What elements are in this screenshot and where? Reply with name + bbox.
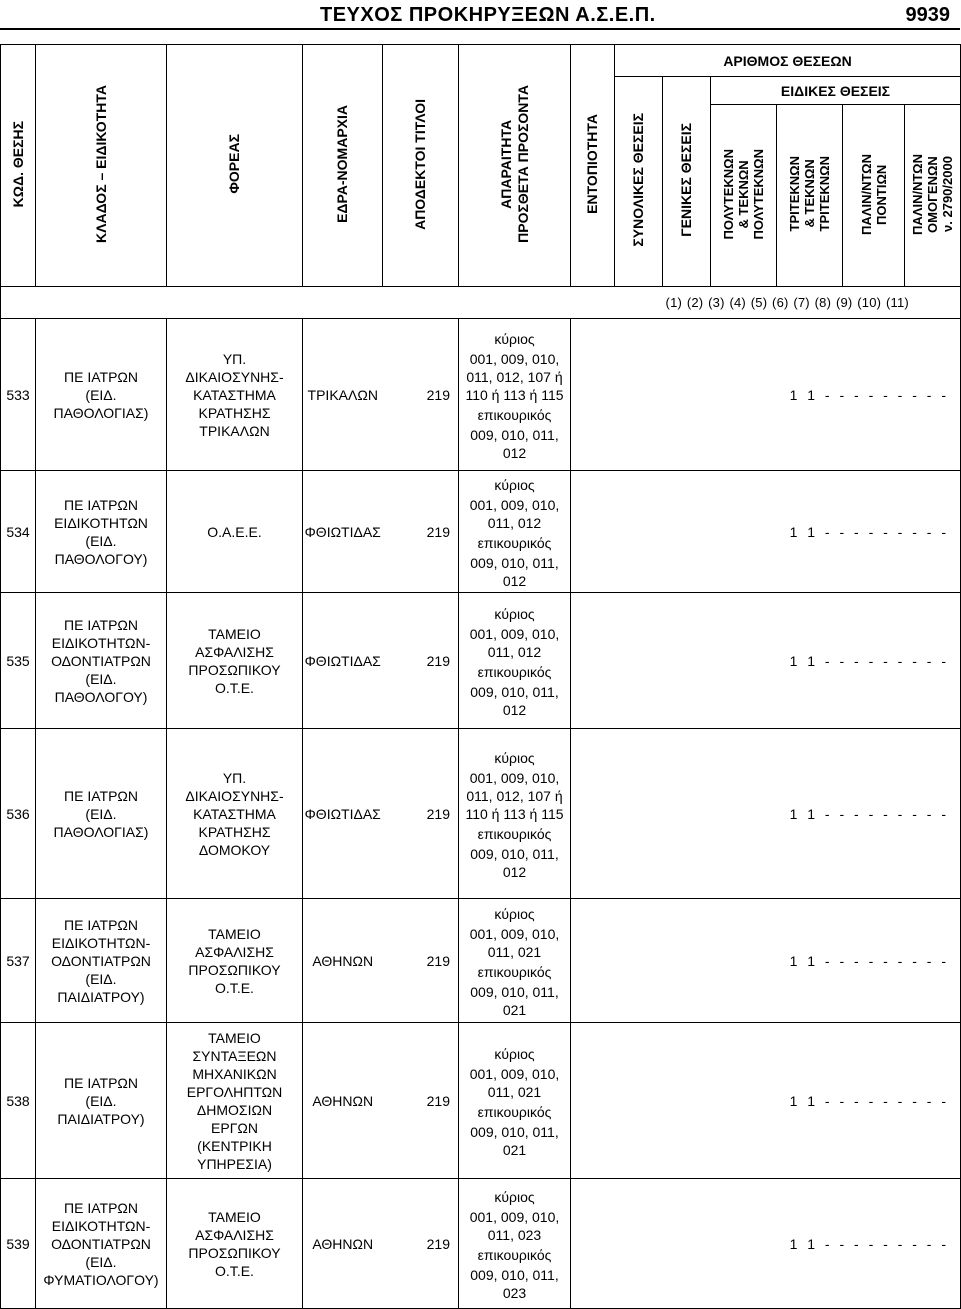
position-counts: 1 1 - - - - - - - - - — [615, 471, 961, 593]
main-label: κύριος — [494, 330, 535, 347]
page-header — [0, 0, 960, 30]
col-header-code: ΚΩΔ. ΘΕΣΗΣ — [1, 45, 36, 287]
position-counts: 1 1 - - - - - - - - - — [615, 1179, 961, 1309]
locality-cell — [571, 1179, 615, 1309]
aux-label: επικουρικός — [477, 1103, 552, 1120]
seat-cell: ΑΘΗΝΩΝ — [303, 1023, 383, 1179]
position-code: 538 — [1, 1023, 36, 1179]
position-counts: 1 1 - - - - - - - - - — [615, 1023, 961, 1179]
col-header-branch: ΚΛΑΔΟΣ – ΕΙΔΙΚΟΤΗΤΑ — [36, 45, 167, 287]
col-header-degrees: ΑΠΟΔΕΚΤΟΙ ΤΙΤΛΟΙ — [383, 45, 459, 287]
table-row — [1, 593, 961, 729]
branch-cell: ΠΕ ΙΑΤΡΩΝ (ΕΙΔ. ΠΑΘΟΛΟΓΙΑΣ) — [36, 729, 167, 899]
agency-cell: Ο.Α.Ε.Ε. — [167, 471, 303, 593]
aux-label: επικουρικός — [477, 406, 552, 423]
agency-cell: ΥΠ. ΔΙΚΑΙΟΣΥΝΗΣ- ΚΑΤΑΣΤΗΜΑ ΚΡΑΤΗΣΗΣ ΤΡΙΚΑΛΩΝ — [167, 319, 303, 471]
locality-cell — [571, 593, 615, 729]
col-header-general: ΓΕΝΙΚΕΣ ΘΕΣΕΙΣ — [663, 77, 711, 287]
col-header-total: ΣΥΝΟΛΙΚΕΣ ΘΕΣΕΙΣ — [615, 77, 663, 287]
position-code: 533 — [1, 319, 36, 471]
position-counts: 1 1 - - - - - - - - - — [615, 729, 961, 899]
col-header-omog: ΠΑΛΙΝ/ΝΤΩΝ ΟΜΟΓΕΝΩΝ ν. 2790/2000 — [905, 105, 961, 287]
locality-cell — [571, 1023, 615, 1179]
degree-cell: 219 — [383, 1179, 459, 1309]
aux-label: επικουρικός — [477, 1246, 552, 1263]
main-label: κύριος — [494, 1045, 535, 1062]
locality-cell — [571, 729, 615, 899]
aux-label: επικουρικός — [477, 825, 552, 842]
degree-cell: 219 — [383, 1023, 459, 1179]
degree-cell: 219 — [383, 319, 459, 471]
branch-cell: ΠΕ ΙΑΤΡΩΝ ΕΙΔΙΚΟΤΗΤΩΝ- ΟΔΟΝΤΙΑΤΡΩΝ (ΕΙΔ. ΦΥΜΑΤΙΟΛΟΓΟΥ) — [36, 1179, 167, 1309]
col-header-seat: ΕΔΡΑ-ΝΟΜΑΡΧΙΑ — [303, 45, 383, 287]
branch-cell: ΠΕ ΙΑΤΡΩΝ (ΕΙΔ. ΠΑΘΟΛΟΓΙΑΣ) — [36, 319, 167, 471]
qualifications-cell: κύριος 001, 009, 010, 011, 021 επικουρικός 009, 010, 011, 021 — [459, 899, 571, 1023]
seat-cell: ΤΡΙΚΑΛΩΝ — [303, 319, 383, 471]
branch-cell: ΠΕ ΙΑΤΡΩΝ ΕΙΔΙΚΟΤΗΤΩΝ- ΟΔΟΝΤΙΑΤΡΩΝ (ΕΙΔ. ΠΑΘΟΛΟΓΟΥ) — [36, 593, 167, 729]
qualifications-cell: κύριος 001, 009, 010, 011, 012 επικουρικός 009, 010, 011, 012 — [459, 471, 571, 593]
col-header-extra: ΑΠΑΡΑΙΤΗΤΑ ΠΡΟΣΘΕΤΑ ΠΡΟΣΟΝΤΑ — [459, 45, 571, 287]
locality-cell — [571, 899, 615, 1023]
locality-cell — [571, 319, 615, 471]
branch-cell: ΠΕ ΙΑΤΡΩΝ ΕΙΔΙΚΟΤΗΤΩΝ (ΕΙΔ. ΠΑΘΟΛΟΓΟΥ) — [36, 471, 167, 593]
agency-cell: ΤΑΜΕΙΟ ΑΣΦΑΛΙΣΗΣ ΠΡΟΣΩΠΙΚΟΥ Ο.Τ.Ε. — [167, 899, 303, 1023]
aux-label: επικουρικός — [477, 963, 552, 980]
positions-table — [0, 44, 961, 1309]
qualifications-cell: κύριος 001, 009, 010, 011, 023 επικουρικός 009, 010, 011, 023 — [459, 1179, 571, 1309]
column-numbering: (1) (2) (3) (4) (5) (6) (7) (8) (9) (10) (11) — [615, 287, 961, 319]
table-row — [1, 471, 961, 593]
degree-cell: 219 — [383, 729, 459, 899]
position-counts: 1 1 - - - - - - - - - — [615, 899, 961, 1023]
table-body — [1, 319, 961, 1309]
branch-cell: ΠΕ ΙΑΤΡΩΝ (ΕΙΔ. ΠΑΙΔΙΑΤΡΟΥ) — [36, 1023, 167, 1179]
col-header-positions-group: ΑΡΙΘΜΟΣ ΘΕΣΕΩΝ — [615, 45, 961, 77]
agency-cell: ΤΑΜΕΙΟ ΣΥΝΤΑΞΕΩΝ ΜΗΧΑΝΙΚΩΝ ΕΡΓΟΛΗΠΤΩΝ ΔΗΜΟΣΙΩΝ ΕΡΓΩΝ (ΚΕΝΤΡΙΚΗ ΥΠΗΡΕΣΙΑ) — [167, 1023, 303, 1179]
column-numbering-row — [1, 287, 961, 319]
qualifications-cell: κύριος 001, 009, 010, 011, 012, 107 ή 110 ή 113 ή 115 επικουρικός 009, 010, 011, 012 — [459, 729, 571, 899]
seat-cell: ΦΘΙΩΤΙΔΑΣ — [303, 593, 383, 729]
table-header — [1, 45, 961, 319]
main-label: κύριος — [494, 905, 535, 922]
position-code: 539 — [1, 1179, 36, 1309]
qualifications-cell: κύριος 001, 009, 010, 011, 012 επικουρικός 009, 010, 011, 012 — [459, 593, 571, 729]
degree-cell: 219 — [383, 899, 459, 1023]
degree-cell: 219 — [383, 471, 459, 593]
page-number: 9939 — [905, 4, 950, 26]
main-label: κύριος — [494, 749, 535, 766]
main-label: κύριος — [494, 605, 535, 622]
seat-cell: ΑΘΗΝΩΝ — [303, 899, 383, 1023]
col-header-special-group: ΕΙΔΙΚΕΣ ΘΕΣΕΙΣ — [711, 77, 961, 105]
table-row — [1, 1023, 961, 1179]
col-header-agency: ΦΟΡΕΑΣ — [167, 45, 303, 287]
degree-cell: 219 — [383, 593, 459, 729]
col-header-locality: ΕΝΤΟΠΙΟΤΗΤΑ — [571, 45, 615, 287]
qualifications-cell: κύριος 001, 009, 010, 011, 012, 107 ή 110 ή 113 ή 115 επικουρικός 009, 010, 011, 012 — [459, 319, 571, 471]
col-header-multi: ΠΟΛΥΤΕΚΝΩΝ & ΤΕΚΝΩΝ ΠΟΛΥΤΕΚΝΩΝ — [711, 105, 777, 287]
seat-cell: ΦΘΙΩΤΙΔΑΣ — [303, 471, 383, 593]
branch-cell: ΠΕ ΙΑΤΡΩΝ ΕΙΔΙΚΟΤΗΤΩΝ- ΟΔΟΝΤΙΑΤΡΩΝ (ΕΙΔ. ΠΑΙΔΙΑΤΡΟΥ) — [36, 899, 167, 1023]
position-counts: 1 1 - - - - - - - - - — [615, 593, 961, 729]
seat-cell: ΑΘΗΝΩΝ — [303, 1179, 383, 1309]
table-row — [1, 1179, 961, 1309]
aux-label: επικουρικός — [477, 663, 552, 680]
publication-title: ΤΕΥΧΟΣ ΠΡΟΚΗΡΥΞΕΩΝ Α.Σ.Ε.Π. — [320, 4, 656, 26]
main-label: κύριος — [494, 476, 535, 493]
col-header-pontic: ΠΑΛΙΝ/ΝΤΩΝ ΠΟΝΤΙΩΝ — [843, 105, 905, 287]
agency-cell: ΥΠ. ΔΙΚΑΙΟΣΥΝΗΣ- ΚΑΤΑΣΤΗΜΑ ΚΡΑΤΗΣΗΣ ΔΟΜΟΚΟΥ — [167, 729, 303, 899]
position-code: 535 — [1, 593, 36, 729]
table-row — [1, 899, 961, 1023]
main-label: κύριος — [494, 1188, 535, 1205]
position-counts: 1 1 - - - - - - - - - — [615, 319, 961, 471]
table-row — [1, 729, 961, 899]
table-row — [1, 319, 961, 471]
position-code: 536 — [1, 729, 36, 899]
agency-cell: ΤΑΜΕΙΟ ΑΣΦΑΛΙΣΗΣ ΠΡΟΣΩΠΙΚΟΥ Ο.Τ.Ε. — [167, 1179, 303, 1309]
position-code: 537 — [1, 899, 36, 1023]
position-code: 534 — [1, 471, 36, 593]
locality-cell — [571, 471, 615, 593]
qualifications-cell: κύριος 001, 009, 010, 011, 021 επικουρικός 009, 010, 011, 021 — [459, 1023, 571, 1179]
aux-label: επικουρικός — [477, 534, 552, 551]
seat-cell: ΦΘΙΩΤΙΔΑΣ — [303, 729, 383, 899]
col-header-three: ΤΡΙΤΕΚΝΩΝ & ΤΕΚΝΩΝ ΤΡΙΤΕΚΝΩΝ — [777, 105, 843, 287]
agency-cell: ΤΑΜΕΙΟ ΑΣΦΑΛΙΣΗΣ ΠΡΟΣΩΠΙΚΟΥ Ο.Τ.Ε. — [167, 593, 303, 729]
